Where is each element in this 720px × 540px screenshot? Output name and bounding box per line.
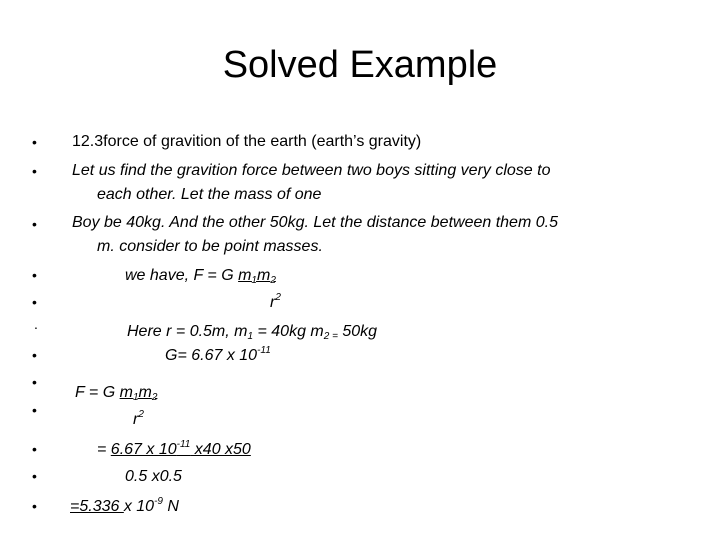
given-text: = 40kg m <box>253 323 324 340</box>
numerator-text: x40 x50 <box>190 441 251 458</box>
constant-text: G= 6.67 x 10 <box>165 347 258 364</box>
problem-line: each other. Let the mass of one <box>97 186 322 203</box>
formula-text: F = G <box>75 384 120 401</box>
exponent: 2 <box>138 409 144 420</box>
numerator <box>111 441 251 458</box>
result-text: x 10 <box>123 498 155 515</box>
problem-line: m. consider to be point masses. <box>97 238 323 255</box>
subscript: 1 <box>251 275 257 286</box>
subscript: 2 <box>151 392 158 403</box>
slide-title: Solved Example <box>222 44 498 86</box>
formula-line <box>75 383 157 403</box>
denominator-line <box>133 410 144 430</box>
given-text: 50kg <box>337 323 378 340</box>
formula-text: we have, F = G <box>125 267 239 284</box>
m-symbol: m <box>238 267 252 284</box>
result-unit: N <box>162 498 179 515</box>
heading-line: 12.3force of gravition of the earth (earth’s gravity) <box>72 133 422 150</box>
exponent: 2 <box>275 292 281 303</box>
bullet: • <box>32 468 37 484</box>
subscript: 2 = <box>323 331 338 342</box>
equals: = <box>97 441 111 458</box>
bullet: • <box>32 374 37 390</box>
problem-line: Boy be 40kg. And the other 50kg. Let the distance between them 0.5 <box>72 214 558 231</box>
exponent: -11 <box>176 439 191 450</box>
result-line <box>70 497 179 517</box>
bullet: • <box>32 134 37 150</box>
bullet: . <box>34 316 38 332</box>
bullet: • <box>32 347 37 363</box>
numerator <box>238 267 276 284</box>
given-text: Here r = 0.5m, m <box>127 323 248 340</box>
numerator <box>120 384 158 401</box>
r-symbol: r <box>270 294 276 311</box>
subscript: 1 <box>247 331 254 342</box>
exponent: -9 <box>154 496 163 507</box>
denominator-line: 0.5 x0.5 <box>125 468 182 485</box>
exponent: -11 <box>257 345 271 356</box>
subscript: 1 <box>132 392 139 403</box>
denominator-line <box>270 293 281 313</box>
r-symbol: r <box>133 411 139 428</box>
bullet: • <box>32 216 37 232</box>
bullet: • <box>32 498 37 514</box>
constant-line <box>165 346 271 366</box>
m-symbol: m <box>119 384 133 401</box>
bullet: • <box>32 163 37 179</box>
bullet: • <box>32 294 37 310</box>
m-symbol: m <box>138 384 152 401</box>
subscript: 2 <box>270 275 276 286</box>
formula-line <box>125 266 276 286</box>
problem-line: Let us find the gravition force between two boys sitting very close to <box>72 162 551 179</box>
bullet: • <box>32 441 37 457</box>
substitution-line <box>97 440 251 460</box>
numerator-text: 6.67 x 10 <box>110 441 177 458</box>
bullet: • <box>32 267 37 283</box>
given-line <box>127 322 377 342</box>
bullet: • <box>32 402 37 418</box>
m-symbol: m <box>256 267 271 284</box>
result-value: =5.336 <box>70 498 124 515</box>
